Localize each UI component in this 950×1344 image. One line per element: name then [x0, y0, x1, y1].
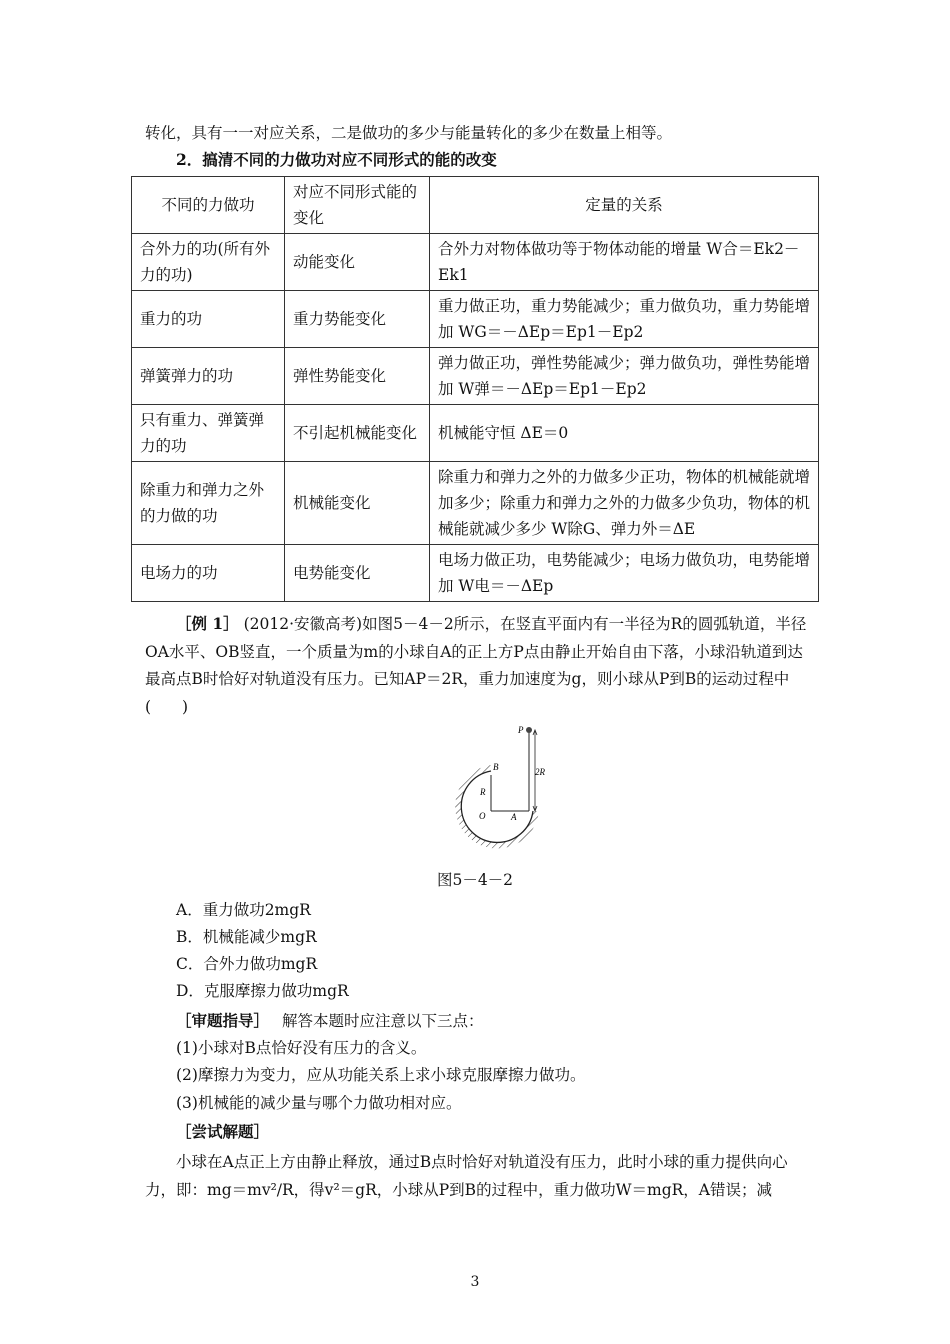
- table-row: [132, 348, 819, 405]
- table-row: [132, 234, 819, 291]
- guide-intro: 解答本题时应注意以下三点：: [281, 1012, 484, 1030]
- header-force: 不同的力做功: [132, 177, 285, 234]
- cell-energy: 不引起机械能变化: [285, 405, 430, 462]
- solution-text: 小球在A点正上方由静止释放，通过B点时恰好对轨道没有压力，此时小球的重力提供向心力，即：mg＝mv²/R，得v²＝gR，小球从P到B的过程中，重力做功W＝mgR，A错误；减: [145, 1153, 788, 1199]
- label-p: P: [518, 725, 524, 735]
- cell-energy: 电势能变化: [285, 545, 430, 602]
- cell-energy: 机械能变化: [285, 462, 430, 545]
- cell-relation: 除重力和弹力之外的力做多少正功，物体的机械能就增加多少；除重力和弹力之外的力做多少负功，物体的机械能就减少多少 W除G、弹力外＝ΔE: [430, 462, 819, 545]
- example-question: [145, 610, 810, 721]
- example-text: 如图5－4－2所示，在竖直平面内有一半径为R的圆弧轨道，半径OA水平、OB竖直，一个质量为m的小球自A的正上方P点由静止开始自由下落，小球沿轨道到达最高点B时恰好对轨道没有压力。已知AP＝2R，重力加速度为g，则小球从P到B的运动过程中( ): [145, 615, 807, 716]
- label-r: R: [480, 787, 486, 797]
- example-source: (2012·安徽高考): [243, 615, 363, 633]
- guide-label: ［审题指导］: [176, 1011, 270, 1030]
- label-a: A: [511, 812, 517, 822]
- label-2r: 2R: [535, 767, 545, 777]
- label-o: O: [479, 811, 486, 821]
- cell-force: 弹簧弹力的功: [132, 348, 285, 405]
- force-work-energy-table: [131, 176, 819, 602]
- table-row: [132, 405, 819, 462]
- table-row: [132, 462, 819, 545]
- option-b: B．机械能减少mgR: [176, 928, 317, 946]
- option-c: C．合外力做功mgR: [176, 955, 318, 973]
- cell-force: 只有重力、弹簧弹力的功: [132, 405, 285, 462]
- track-hatching: [455, 765, 539, 849]
- cell-force: 电场力的功: [132, 545, 285, 602]
- circular-track-figure: [431, 718, 551, 860]
- label-b: B: [493, 762, 499, 772]
- header-relation: 定量的关系: [430, 177, 819, 234]
- cell-force: 合外力的功(所有外力的功): [132, 234, 285, 291]
- table-row: [132, 545, 819, 602]
- cell-energy: 弹性势能变化: [285, 348, 430, 405]
- ball-p: [526, 727, 532, 733]
- intro-line: 转化，具有一一对应关系，二是做功的多少与能量转化的多少在数量上相等。: [145, 124, 673, 142]
- example-label: ［例 1］: [176, 614, 239, 633]
- header-energy: 对应不同形式能的变化: [285, 177, 430, 234]
- cell-relation: 弹力做正功，弹性势能减少；弹力做负功，弹性势能增加 W弹＝－ΔEp＝Ep1－Ep2: [430, 348, 819, 405]
- table-row: [132, 291, 819, 348]
- guide-point: (1)小球对B点恰好没有压力的含义。: [176, 1039, 427, 1057]
- option-a: A．重力做功2mgR: [176, 901, 311, 919]
- guide-line: [176, 1008, 841, 1034]
- cell-force: 重力的功: [132, 291, 285, 348]
- cell-energy: 重力势能变化: [285, 291, 430, 348]
- cell-relation: 机械能守恒 ΔE＝0: [430, 405, 819, 462]
- cell-relation: 合外力对物体做功等于物体动能的增量 W合＝Ek2－Ek1: [430, 234, 819, 291]
- figure-caption: 图5－4－2: [436, 871, 514, 889]
- page-number: 3: [470, 1274, 480, 1290]
- cell-energy: 动能变化: [285, 234, 430, 291]
- table-header-row: [132, 177, 819, 234]
- cell-relation: 电场力做正功，电势能减少；电场力做负功，电势能增加 W电＝－ΔEp: [430, 545, 819, 602]
- solution-label: ［尝试解题］: [176, 1122, 270, 1141]
- cell-force: 除重力和弹力之外的力做的功: [132, 462, 285, 545]
- guide-point: (3)机械能的减少量与哪个力做功相对应。: [176, 1094, 462, 1112]
- cell-relation: 重力做正功，重力势能减少；重力做负功，重力势能增加 WG＝－ΔEp＝Ep1－Ep2: [430, 291, 819, 348]
- track-arc: [461, 771, 533, 842]
- section-heading: 2．搞清不同的力做功对应不同形式的能的改变: [176, 150, 497, 169]
- guide-point: (2)摩擦力为变力，应从功能关系上求小球克服摩擦力做功。: [176, 1066, 586, 1084]
- option-d: D．克服摩擦力做功mgR: [176, 982, 349, 1000]
